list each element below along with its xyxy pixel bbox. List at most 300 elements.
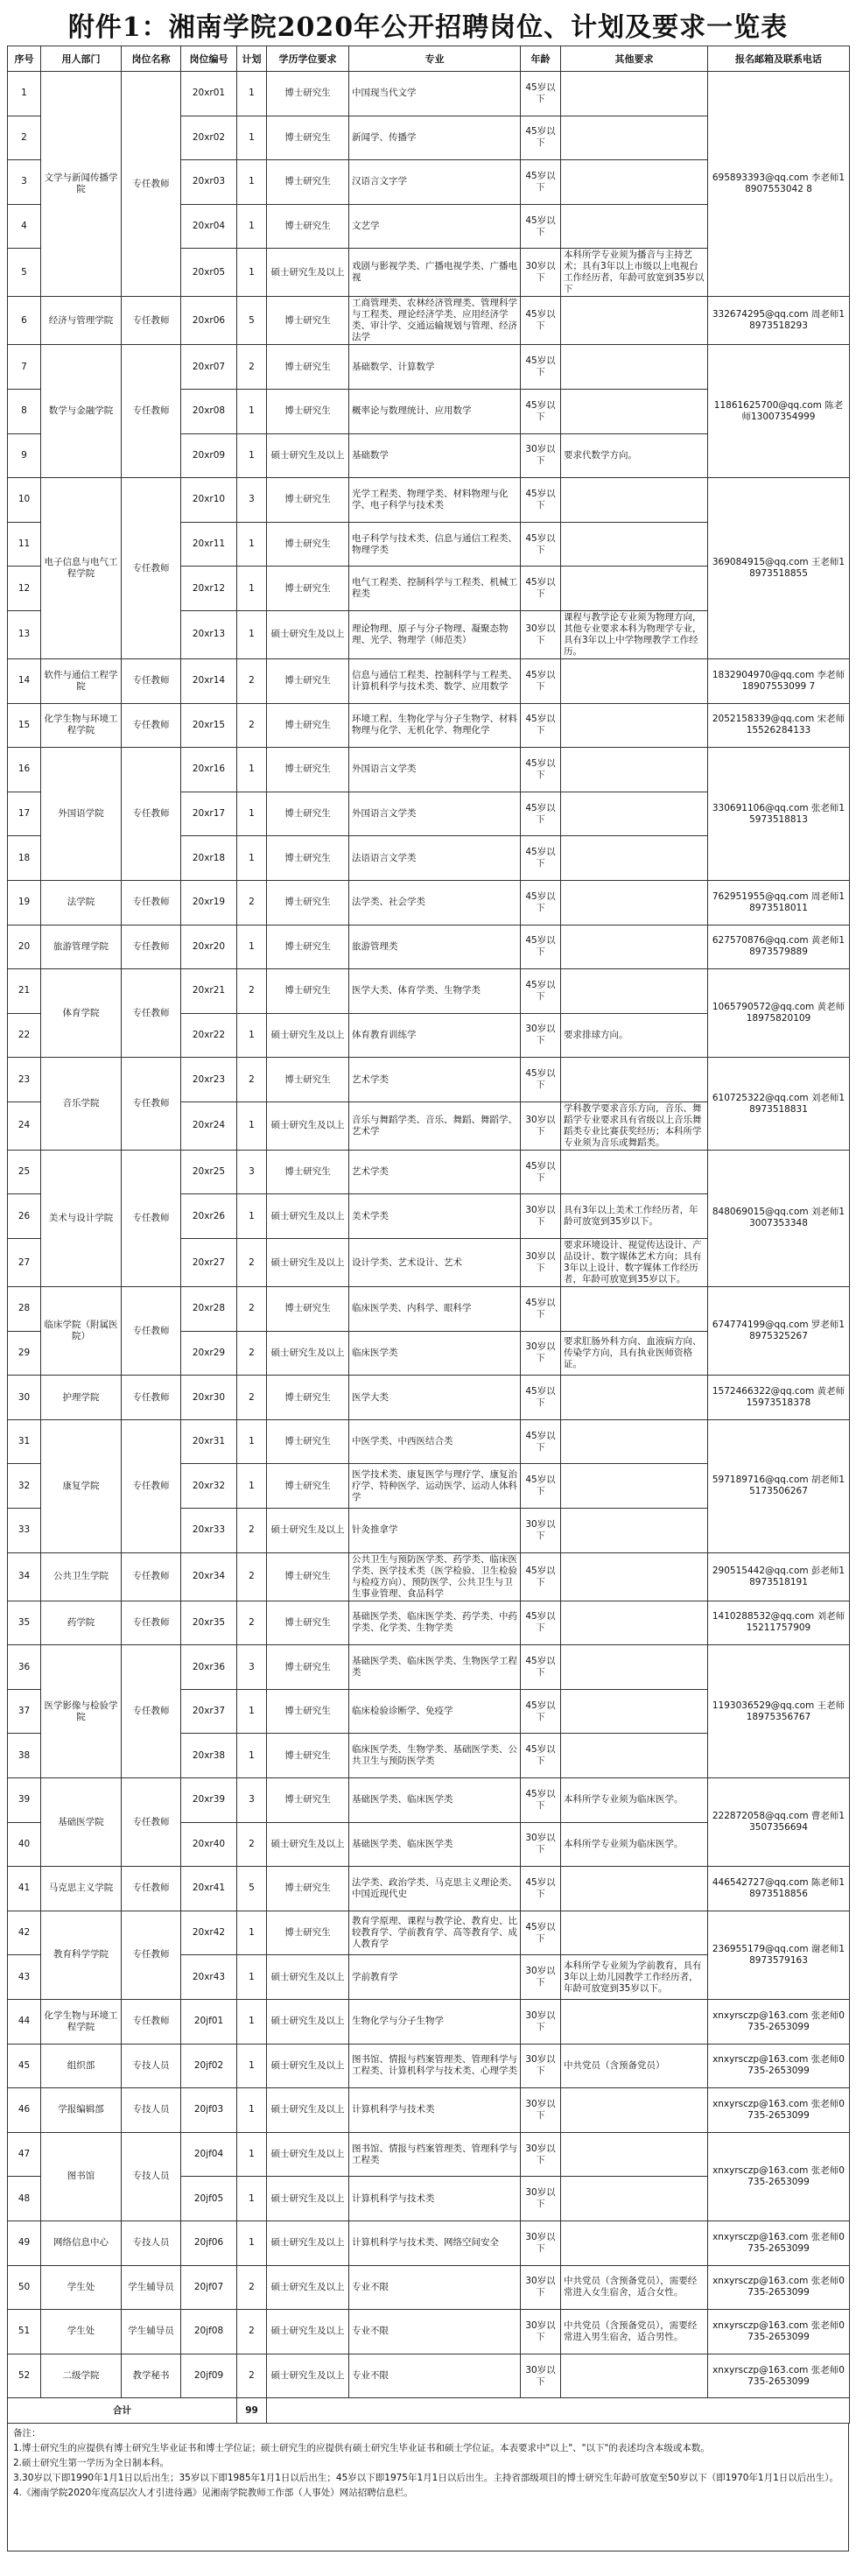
total-blank <box>267 2398 850 2424</box>
cell-age: 45岁以下 <box>521 1464 561 1509</box>
cell-dept: 经济与管理学院 <box>41 297 122 345</box>
cell-post: 专任教师 <box>122 72 181 297</box>
cell-age: 45岁以下 <box>521 1734 561 1778</box>
cell-plan: 1 <box>237 1689 267 1734</box>
cell-other: 中共党员（含预备党员） <box>561 2044 708 2088</box>
cell-dept: 康复学院 <box>41 1419 122 1552</box>
cell-post: 专任教师 <box>122 1419 181 1552</box>
cell-age: 45岁以下 <box>521 1645 561 1690</box>
cell-edu: 硕士研究生及以上 <box>267 1509 349 1553</box>
cell-contact: 762951955@qq.com 周老师18973518011 <box>708 880 850 925</box>
cell-edu: 博士研究生 <box>267 1867 349 1911</box>
cell-edu: 博士研究生 <box>267 1287 349 1332</box>
cell-contact: xnxyrsczp@163.com 张老师0735-2653099 <box>708 2044 850 2088</box>
cell-age: 45岁以下 <box>521 345 561 390</box>
cell-other <box>561 160 708 205</box>
cell-code: 20xr15 <box>181 703 237 748</box>
table-row <box>8 969 850 1014</box>
cell-plan: 1 <box>237 1464 267 1509</box>
cell-post: 专任教师 <box>122 703 181 748</box>
cell-age: 45岁以下 <box>521 1058 561 1102</box>
cell-code: 20xr31 <box>181 1419 237 1464</box>
cell-major: 基础数学 <box>349 433 521 478</box>
cell-dept: 药学院 <box>41 1601 122 1645</box>
cell-age: 45岁以下 <box>521 880 561 925</box>
cell-edu: 博士研究生 <box>267 703 349 748</box>
cell-age: 45岁以下 <box>521 1601 561 1645</box>
cell-code: 20xr08 <box>181 389 237 433</box>
cell-age: 45岁以下 <box>521 72 561 116</box>
cell-plan: 1 <box>237 567 267 611</box>
cell-code: 20xr43 <box>181 1955 237 2000</box>
cell-other: 要求排球方向。 <box>561 1013 708 1058</box>
cell-edu: 博士研究生 <box>267 1419 349 1464</box>
cell-major: 教育学原理、课程与教学论、教育史、比较教育学、学前教育学、高等教育学、成人教育学 <box>349 1911 521 1955</box>
cell-age: 30岁以下 <box>521 2088 561 2133</box>
cell-major: 计算机科学与技术类、网络空间安全 <box>349 2221 521 2265</box>
cell-major: 概率论与数理统计、应用数学 <box>349 389 521 433</box>
recruitment-table <box>7 46 850 2424</box>
cell-plan: 1 <box>237 2088 267 2133</box>
cell-code: 20xr16 <box>181 748 237 792</box>
notes-section <box>7 2424 849 2551</box>
cell-plan: 1 <box>237 249 267 297</box>
cell-no: 16 <box>8 748 41 792</box>
cell-no: 13 <box>8 610 41 658</box>
total-label: 合计 <box>8 2398 237 2424</box>
cell-contact: 695893393@qq.com 李老师18907553042 8 <box>708 72 850 297</box>
cell-no: 28 <box>8 1287 41 1332</box>
cell-edu: 博士研究生 <box>267 1552 349 1601</box>
table-row <box>8 748 850 792</box>
cell-code: 20xr18 <box>181 836 237 881</box>
cell-other <box>561 1287 708 1332</box>
cell-plan: 2 <box>237 2265 267 2310</box>
cell-plan: 1 <box>237 2221 267 2265</box>
cell-code: 20xr02 <box>181 116 237 160</box>
cell-age: 30岁以下 <box>521 2177 561 2221</box>
cell-code: 20xr37 <box>181 1689 237 1734</box>
cell-edu: 硕士研究生及以上 <box>267 433 349 478</box>
cell-other <box>561 1999 708 2044</box>
cell-contact: 1193036529@qq.com 王老师18975356767 <box>708 1645 850 1778</box>
cell-dept: 基础医学院 <box>41 1778 122 1867</box>
cell-contact: xnxyrsczp@163.com 张老师0735-2653099 <box>708 2354 850 2398</box>
cell-other <box>561 1058 708 1102</box>
note-line: 4.《湘南学院2020年度高层次人才引进待遇》见湘南学院教师工作部（人事处）网站招聘信息栏。 <box>13 2488 413 2498</box>
cell-other <box>561 116 708 160</box>
cell-major: 图书馆、情报与档案管理类、管理科学与工程类 <box>349 2132 521 2177</box>
cell-code: 20xr34 <box>181 1552 237 1601</box>
cell-plan: 1 <box>237 1911 267 1955</box>
cell-major: 中国现当代文学 <box>349 72 521 116</box>
cell-major: 基础医学类、临床医学类、生物医学工程类 <box>349 1645 521 1690</box>
cell-age: 30岁以下 <box>521 2221 561 2265</box>
cell-edu: 博士研究生 <box>267 478 349 523</box>
table-row <box>8 1376 850 1420</box>
cell-code: 20xr23 <box>181 1058 237 1102</box>
cell-plan: 1 <box>237 1194 267 1239</box>
cell-plan: 1 <box>237 925 267 969</box>
cell-no: 52 <box>8 2354 41 2398</box>
cell-plan: 2 <box>237 1239 267 1287</box>
cell-plan: 1 <box>237 1419 267 1464</box>
cell-code: 20xr24 <box>181 1101 237 1150</box>
cell-post: 专任教师 <box>122 1999 181 2044</box>
cell-age: 30岁以下 <box>521 2044 561 2088</box>
cell-dept: 学生处 <box>41 2310 122 2354</box>
cell-code: 20xr14 <box>181 658 237 703</box>
cell-other <box>561 748 708 792</box>
total-row <box>8 2398 850 2424</box>
cell-other: 中共党员（含预备党员），需要经常进入女生宿舍，适合女性。 <box>561 2265 708 2310</box>
cell-plan: 2 <box>237 1287 267 1332</box>
cell-plan: 1 <box>237 792 267 836</box>
cell-contact: 1410288532@qq.com 刘老师15211757909 <box>708 1601 850 1645</box>
table-row <box>8 1778 850 1823</box>
cell-contact: 674774199@qq.com 罗老师18975325267 <box>708 1287 850 1376</box>
cell-major: 体育教育训练学 <box>349 1013 521 1058</box>
cell-code: 20xr40 <box>181 1822 237 1867</box>
cell-code: 20xr06 <box>181 297 237 345</box>
cell-other <box>561 880 708 925</box>
cell-no: 51 <box>8 2310 41 2354</box>
cell-contact: 236955179@qq.com 谢老师18973579163 <box>708 1911 850 1999</box>
cell-edu: 博士研究生 <box>267 1376 349 1420</box>
cell-code: 20xr35 <box>181 1601 237 1645</box>
cell-dept: 美术与设计学院 <box>41 1150 122 1286</box>
cell-code: 20xr27 <box>181 1239 237 1287</box>
cell-other <box>561 969 708 1014</box>
cell-major: 医学大类、体育学类、生物学类 <box>349 969 521 1014</box>
cell-major: 法学类、社会学类 <box>349 880 521 925</box>
cell-other <box>561 345 708 390</box>
table-row <box>8 2088 850 2133</box>
cell-age: 30岁以下 <box>521 1013 561 1058</box>
cell-post: 专技人员 <box>122 2221 181 2265</box>
cell-major: 环境工程、生物化学与分子生物学、材料物理与化学、无机化学、物理化学 <box>349 703 521 748</box>
cell-plan: 2 <box>237 1601 267 1645</box>
cell-edu: 硕士研究生及以上 <box>267 2132 349 2177</box>
cell-post: 专任教师 <box>122 1552 181 1601</box>
cell-major: 信息与通信工程类、控制科学与工程类、计算机科学与技术类、数学、应用数学 <box>349 658 521 703</box>
cell-code: 20xr38 <box>181 1734 237 1778</box>
cell-major: 电气工程类、控制科学与工程类、机械工程类 <box>349 567 521 611</box>
cell-no: 15 <box>8 703 41 748</box>
cell-contact: 290515442@qq.com 彭老师18973518191 <box>708 1552 850 1601</box>
header-code: 岗位编号 <box>181 46 237 72</box>
cell-plan: 2 <box>237 2354 267 2398</box>
cell-contact: xnxyrsczp@163.com 张老师0735-2653099 <box>708 2310 850 2354</box>
cell-major: 中医学类、中西医结合类 <box>349 1419 521 1464</box>
header-age: 年龄 <box>521 46 561 72</box>
cell-age: 30岁以下 <box>521 1194 561 1239</box>
cell-age: 45岁以下 <box>521 969 561 1014</box>
cell-no: 35 <box>8 1601 41 1645</box>
cell-plan: 2 <box>237 703 267 748</box>
cell-plan: 1 <box>237 204 267 249</box>
cell-other <box>561 389 708 433</box>
note-line: 2.硕士研究生第一学历为全日制本科。 <box>13 2458 170 2468</box>
cell-major: 基础医学类、临床医学类、药学类、中药学类、化学类、生物学类 <box>349 1601 521 1645</box>
cell-post: 专任教师 <box>122 748 181 881</box>
header-edu: 学历学位要求 <box>267 46 349 72</box>
cell-no: 11 <box>8 522 41 567</box>
cell-code: 20xr04 <box>181 204 237 249</box>
cell-no: 27 <box>8 1239 41 1287</box>
cell-no: 38 <box>8 1734 41 1778</box>
cell-code: 20xr42 <box>181 1911 237 1955</box>
cell-edu: 博士研究生 <box>267 389 349 433</box>
cell-edu: 硕士研究生及以上 <box>267 1331 349 1376</box>
cell-contact: xnxyrsczp@163.com 张老师0735-2653099 <box>708 2088 850 2133</box>
cell-plan: 1 <box>237 836 267 881</box>
cell-edu: 博士研究生 <box>267 1689 349 1734</box>
cell-edu: 博士研究生 <box>267 522 349 567</box>
cell-other <box>561 2088 708 2133</box>
cell-plan: 3 <box>237 1778 267 1823</box>
cell-post: 专任教师 <box>122 1645 181 1778</box>
cell-contact: 610725322@qq.com 刘老师18973518831 <box>708 1058 850 1151</box>
cell-no: 2 <box>8 116 41 160</box>
cell-age: 45岁以下 <box>521 703 561 748</box>
cell-no: 22 <box>8 1013 41 1058</box>
cell-dept: 二级学院 <box>41 2354 122 2398</box>
cell-other <box>561 2221 708 2265</box>
cell-other: 要求环境设计、视觉传达设计、产品设计、数字媒体艺术方向；具有3年以上设计、数字媒体工作经历者，年龄可放宽到35岁以下。 <box>561 1239 708 1287</box>
cell-other: 要求代数学方向。 <box>561 433 708 478</box>
cell-dept: 数学与金融学院 <box>41 345 122 478</box>
cell-edu: 硕士研究生及以上 <box>267 2044 349 2088</box>
cell-plan: 3 <box>237 1645 267 1690</box>
cell-code: 20jf06 <box>181 2221 237 2265</box>
cell-age: 45岁以下 <box>521 160 561 205</box>
header-dept: 用人部门 <box>41 46 122 72</box>
cell-major: 旅游管理类 <box>349 925 521 969</box>
cell-other <box>561 1150 708 1194</box>
cell-dept: 公共卫生学院 <box>41 1552 122 1601</box>
cell-age: 30岁以下 <box>521 249 561 297</box>
cell-other <box>561 792 708 836</box>
cell-other: 本科所学专业须为学前教育，具有3年以上幼儿园教学工作经历者，年龄可放宽到35岁以下。 <box>561 1955 708 2000</box>
cell-post: 专任教师 <box>122 1150 181 1286</box>
cell-no: 30 <box>8 1376 41 1420</box>
cell-code: 20xr29 <box>181 1331 237 1376</box>
cell-major: 专业不限 <box>349 2354 521 2398</box>
header-post: 岗位名称 <box>122 46 181 72</box>
cell-dept: 化学生物与环境工程学院 <box>41 1999 122 2044</box>
cell-age: 30岁以下 <box>521 1999 561 2044</box>
cell-edu: 博士研究生 <box>267 116 349 160</box>
cell-no: 6 <box>8 297 41 345</box>
cell-code: 20jf02 <box>181 2044 237 2088</box>
table-row <box>8 2044 850 2088</box>
cell-other <box>561 522 708 567</box>
cell-plan: 1 <box>237 1013 267 1058</box>
table-row <box>8 345 850 390</box>
cell-code: 20xr20 <box>181 925 237 969</box>
table-row <box>8 1867 850 1911</box>
cell-plan: 1 <box>237 2132 267 2177</box>
cell-edu: 硕士研究生及以上 <box>267 2354 349 2398</box>
cell-age: 45岁以下 <box>521 1376 561 1420</box>
table-row <box>8 1911 850 1955</box>
cell-post: 专任教师 <box>122 969 181 1058</box>
cell-plan: 2 <box>237 1331 267 1376</box>
cell-edu: 硕士研究生及以上 <box>267 2265 349 2310</box>
table-row <box>8 2132 850 2177</box>
cell-no: 29 <box>8 1331 41 1376</box>
cell-plan: 1 <box>237 389 267 433</box>
cell-age: 45岁以下 <box>521 925 561 969</box>
cell-plan: 5 <box>237 1867 267 1911</box>
cell-age: 30岁以下 <box>521 2132 561 2177</box>
cell-post: 专技人员 <box>122 2088 181 2133</box>
table-row <box>8 703 850 748</box>
cell-age: 30岁以下 <box>521 2265 561 2310</box>
cell-plan: 2 <box>237 969 267 1014</box>
cell-age: 45岁以下 <box>521 204 561 249</box>
cell-dept: 马克思主义学院 <box>41 1867 122 1911</box>
cell-other: 学科教学要求音乐方向，音乐、舞蹈学专业要求具有省级以上音乐舞蹈类专业比赛获奖经历；本科所学专业须为音乐或舞蹈类。 <box>561 1101 708 1150</box>
cell-major: 美术学类 <box>349 1194 521 1239</box>
cell-post: 专任教师 <box>122 1867 181 1911</box>
cell-edu: 博士研究生 <box>267 1150 349 1194</box>
cell-age: 45岁以下 <box>521 522 561 567</box>
cell-contact: 1572466322@qq.com 黄老师15973518378 <box>708 1376 850 1420</box>
cell-other: 本科所学专业须为临床医学。 <box>561 1822 708 1867</box>
cell-plan: 1 <box>237 522 267 567</box>
cell-code: 20xr36 <box>181 1645 237 1690</box>
cell-age: 30岁以下 <box>521 610 561 658</box>
cell-edu: 博士研究生 <box>267 567 349 611</box>
cell-edu: 博士研究生 <box>267 204 349 249</box>
cell-dept: 教育科学学院 <box>41 1911 122 1999</box>
cell-edu: 博士研究生 <box>267 72 349 116</box>
cell-age: 45岁以下 <box>521 1150 561 1194</box>
cell-edu: 硕士研究生及以上 <box>267 249 349 297</box>
cell-edu: 博士研究生 <box>267 836 349 881</box>
cell-no: 49 <box>8 2221 41 2265</box>
cell-no: 44 <box>8 1999 41 2044</box>
cell-dept: 音乐学院 <box>41 1058 122 1151</box>
cell-age: 45岁以下 <box>521 116 561 160</box>
cell-plan: 1 <box>237 748 267 792</box>
cell-no: 12 <box>8 567 41 611</box>
cell-major: 戏剧与影视学类、广播电视学类、广播电视 <box>349 249 521 297</box>
cell-other <box>561 72 708 116</box>
cell-major: 公共卫生与预防医学类、药学类、临床医学类、医学技术类（医学检验、卫生检验与检疫方向）、预防医学、公共卫生与卫生事业管理、食品科学 <box>349 1552 521 1601</box>
cell-other <box>561 1867 708 1911</box>
cell-edu: 硕士研究生及以上 <box>267 1194 349 1239</box>
cell-plan: 1 <box>237 610 267 658</box>
cell-edu: 硕士研究生及以上 <box>267 1101 349 1150</box>
cell-post: 专任教师 <box>122 345 181 478</box>
cell-contact: 1832904970@qq.com 李老师18907553099 7 <box>708 658 850 703</box>
cell-no: 20 <box>8 925 41 969</box>
cell-age: 45岁以下 <box>521 297 561 345</box>
cell-plan: 5 <box>237 297 267 345</box>
cell-major: 临床医学类、生物学类、基础医学类、公共卫生与预防医学类 <box>349 1734 521 1778</box>
note-line: 备注： <box>13 2428 41 2439</box>
cell-no: 7 <box>8 345 41 390</box>
cell-edu: 博士研究生 <box>267 1778 349 1823</box>
cell-code: 20jf07 <box>181 2265 237 2310</box>
cell-other <box>561 204 708 249</box>
cell-edu: 博士研究生 <box>267 792 349 836</box>
cell-dept: 图书馆 <box>41 2132 122 2221</box>
cell-major: 外国语言文学类 <box>349 792 521 836</box>
cell-edu: 博士研究生 <box>267 345 349 390</box>
cell-no: 26 <box>8 1194 41 1239</box>
cell-age: 45岁以下 <box>521 389 561 433</box>
cell-other <box>561 1689 708 1734</box>
cell-code: 20xr12 <box>181 567 237 611</box>
cell-edu: 硕士研究生及以上 <box>267 1955 349 2000</box>
cell-age: 45岁以下 <box>521 1778 561 1823</box>
cell-no: 39 <box>8 1778 41 1823</box>
cell-age: 30岁以下 <box>521 1509 561 1553</box>
cell-dept: 电子信息与电气工程学院 <box>41 478 122 659</box>
cell-code: 20jf05 <box>181 2177 237 2221</box>
cell-other <box>561 297 708 345</box>
cell-dept: 医学影像与检验学院 <box>41 1645 122 1778</box>
cell-post: 专任教师 <box>122 880 181 925</box>
header-contact: 报名邮箱及联系电话 <box>708 46 850 72</box>
cell-code: 20jf01 <box>181 1999 237 2044</box>
cell-age: 45岁以下 <box>521 1552 561 1601</box>
cell-code: 20xr05 <box>181 249 237 297</box>
cell-code: 20jf03 <box>181 2088 237 2133</box>
cell-dept: 护理学院 <box>41 1376 122 1420</box>
cell-age: 45岁以下 <box>521 836 561 881</box>
cell-post: 专任教师 <box>122 1778 181 1867</box>
table-row <box>8 1645 850 1690</box>
cell-major: 工商管理类、农林经济管理类、管理科学与工程类、理论经济学类、应用经济学类、审计学、交通运输规划与管理、经济法学 <box>349 297 521 345</box>
cell-contact: xnxyrsczp@163.com 张老师0735-2653099 <box>708 2132 850 2221</box>
cell-post: 专任教师 <box>122 1376 181 1420</box>
cell-major: 文艺学 <box>349 204 521 249</box>
cell-age: 30岁以下 <box>521 1239 561 1287</box>
table-row <box>8 1150 850 1194</box>
cell-major: 理论物理、原子与分子物理、凝聚态物理、光学、物理学（师范类） <box>349 610 521 658</box>
cell-edu: 博士研究生 <box>267 160 349 205</box>
cell-major: 医学大类 <box>349 1376 521 1420</box>
cell-code: 20xr19 <box>181 880 237 925</box>
cell-code: 20xr21 <box>181 969 237 1014</box>
cell-plan: 2 <box>237 1509 267 1553</box>
cell-no: 23 <box>8 1058 41 1102</box>
cell-major: 新闻学、传播学 <box>349 116 521 160</box>
cell-plan: 2 <box>237 1058 267 1102</box>
cell-major: 计算机科学与技术类 <box>349 2088 521 2133</box>
cell-code: 20xr33 <box>181 1509 237 1553</box>
cell-other <box>561 478 708 523</box>
cell-major: 专业不限 <box>349 2310 521 2354</box>
cell-plan: 2 <box>237 1552 267 1601</box>
cell-contact: 2052158339@qq.com 宋老师15526284133 <box>708 703 850 748</box>
cell-plan: 2 <box>237 1822 267 1867</box>
cell-plan: 3 <box>237 478 267 523</box>
cell-no: 1 <box>8 72 41 116</box>
cell-edu: 硕士研究生及以上 <box>267 1013 349 1058</box>
cell-no: 37 <box>8 1689 41 1734</box>
cell-post: 专任教师 <box>122 478 181 659</box>
cell-plan: 1 <box>237 2044 267 2088</box>
cell-plan: 1 <box>237 1101 267 1150</box>
cell-major: 临床医学类 <box>349 1331 521 1376</box>
cell-no: 45 <box>8 2044 41 2088</box>
